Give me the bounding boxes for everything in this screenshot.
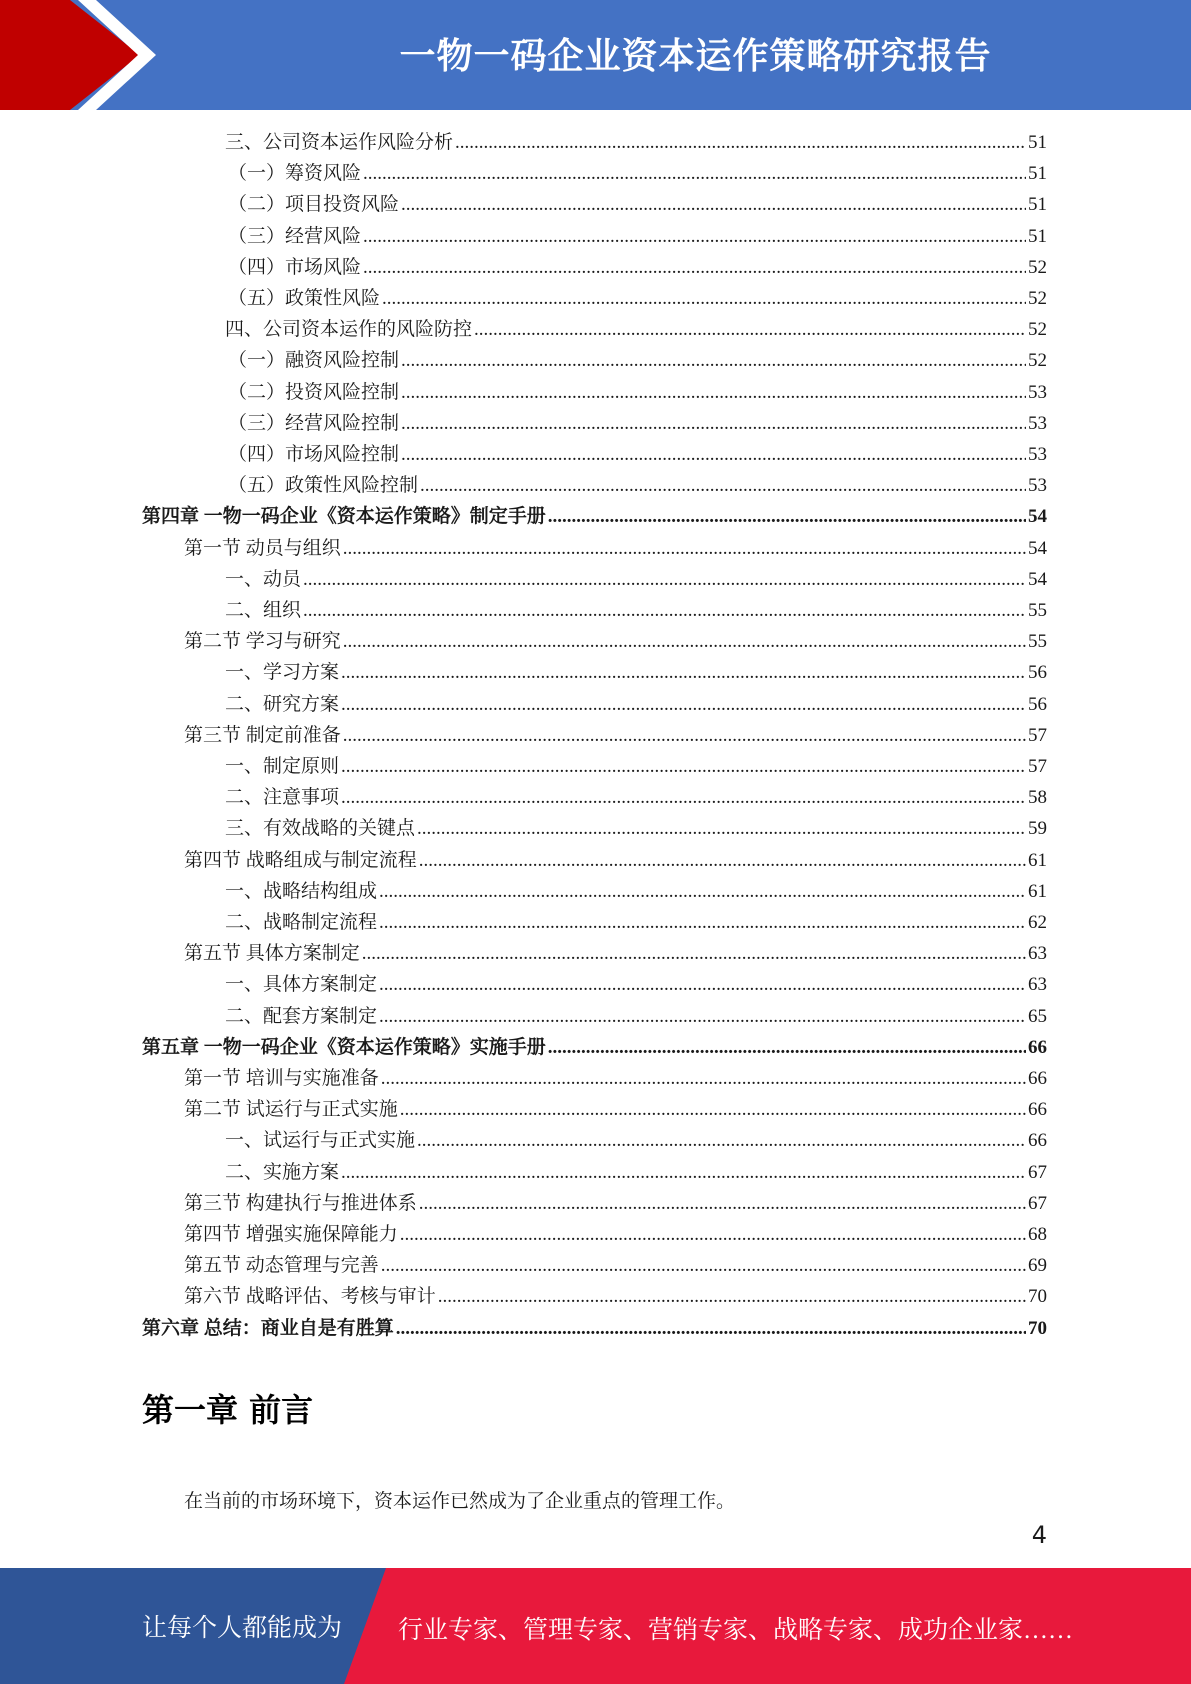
toc-entry[interactable]: [225, 970, 1047, 1000]
toc-page-number: 66: [1028, 1036, 1047, 1058]
toc-entry-title: 二、研究方案: [225, 693, 340, 715]
toc-dot-leader: [417, 1126, 1026, 1156]
toc-entry[interactable]: [225, 1126, 1047, 1156]
toc-page-number: 61: [1028, 880, 1047, 902]
toc-entry-title: 第四章 一物一码企业《资本运作策略》制定手册: [142, 506, 546, 528]
toc-dot-leader: [341, 752, 1026, 782]
toc-page-number: 70: [1028, 1317, 1047, 1339]
toc-entry[interactable]: [228, 440, 1047, 470]
toc-entry-title: 第三节 制定前准备: [184, 724, 341, 746]
toc-entry-title: 二、战略制定流程: [225, 912, 378, 933]
toc-dot-leader: [362, 939, 1026, 969]
header-red-arrow: [0, 0, 140, 110]
toc-entry[interactable]: [184, 534, 1047, 564]
toc-entry-title: 一、战略结构组成: [225, 880, 378, 902]
toc-entry-title: 第二节 学习与研究: [184, 631, 341, 653]
toc-page-number: 51: [1028, 194, 1047, 216]
toc-dot-leader: [401, 409, 1026, 439]
toc-entry-title: 第五节 动态管理与完善: [184, 1255, 379, 1277]
toc-entry[interactable]: [225, 1002, 1047, 1032]
toc-entry-title: 第一节 动员与组织: [184, 537, 341, 559]
toc-dot-leader: [438, 1282, 1026, 1312]
toc-entry[interactable]: [225, 315, 1047, 345]
toc-entry-title: （一）融资风险控制: [228, 350, 400, 372]
toc-entry-title: 二、组织: [225, 600, 302, 621]
toc-page-number: 57: [1028, 756, 1047, 777]
toc-entry-title: （五）政策性风险控制: [228, 475, 419, 497]
toc-entry-title: 一、试运行与正式实施: [225, 1130, 416, 1152]
toc-dot-leader: [400, 1095, 1026, 1125]
toc-entry[interactable]: [225, 783, 1047, 813]
toc-page-number: 54: [1028, 568, 1047, 590]
toc-page-number: 52: [1028, 256, 1047, 278]
toc-entry[interactable]: [228, 159, 1047, 189]
toc-entry-title: （四）市场风险: [228, 256, 362, 278]
chapter-heading: 第一章 前言: [142, 1391, 314, 1429]
toc-entry-title: 第四节 战略组成与制定流程: [184, 849, 417, 871]
toc-entry[interactable]: [184, 721, 1047, 751]
toc-entry-title: （五）政策性风险: [228, 288, 381, 309]
toc-entry[interactable]: [228, 378, 1047, 408]
toc-entry[interactable]: [225, 752, 1047, 782]
toc-entry[interactable]: [184, 1189, 1047, 1219]
toc-entry[interactable]: [225, 1158, 1047, 1188]
toc-entry-title: （三）经营风险控制: [228, 412, 400, 434]
toc-page-number: 56: [1028, 693, 1047, 715]
toc-dot-leader: [363, 253, 1026, 283]
toc-entry-title: （四）市场风险控制: [228, 444, 400, 465]
toc-dot-leader: [343, 721, 1026, 751]
footer-slogan-right: 行业专家、管理专家、营销专家、战略专家、成功企业家……: [398, 1617, 1074, 1644]
toc-page-number: 53: [1028, 444, 1047, 465]
toc-entry-title: 第六节 战略评估、考核与审计: [184, 1286, 436, 1308]
toc-dot-leader: [303, 565, 1026, 595]
toc-page-number: 63: [1028, 943, 1047, 965]
footer-slogan-left: 让每个人都能成为: [142, 1613, 343, 1642]
toc-entry-title: 二、实施方案: [225, 1161, 340, 1183]
toc-dot-leader: [401, 190, 1026, 220]
toc-entry[interactable]: [184, 1251, 1047, 1281]
toc-dot-leader: [343, 627, 1026, 657]
toc-entry[interactable]: [184, 1095, 1047, 1125]
toc-entry-title: （一）筹资风险: [228, 163, 362, 185]
toc-entry-title: 第四节 增强实施保障能力: [184, 1224, 398, 1245]
toc-dot-leader: [419, 1189, 1026, 1219]
toc-page-number: 61: [1028, 849, 1047, 871]
toc-dot-leader: [363, 222, 1026, 252]
toc-page-number: 56: [1028, 662, 1047, 684]
toc-entry[interactable]: [184, 1064, 1047, 1094]
document-title: 一物一码企业资本运作策略研究报告: [399, 36, 992, 77]
page-header: [0, 0, 1191, 110]
toc-entry-title: 二、配套方案制定: [225, 1005, 378, 1027]
toc-page-number: 63: [1028, 974, 1047, 996]
toc-page-number: 52: [1028, 288, 1047, 309]
body-paragraph: 在当前的市场环境下，资本运作已然成为了企业重点的管理工作。: [184, 1491, 736, 1512]
toc-page-number: 55: [1028, 631, 1047, 653]
toc-entry[interactable]: [225, 877, 1047, 907]
toc-dot-leader: [401, 346, 1026, 376]
toc-dot-leader: [303, 596, 1026, 626]
toc-page-number: 62: [1028, 912, 1047, 933]
toc-dot-leader: [401, 378, 1026, 408]
toc-entry[interactable]: [228, 253, 1047, 283]
toc-page-number: 52: [1028, 350, 1047, 372]
toc-dot-leader: [382, 284, 1026, 314]
toc-entry-title: 第五节 具体方案制定: [184, 943, 360, 965]
toc-dot-leader: [379, 970, 1026, 1000]
toc-dot-leader: [455, 128, 1026, 158]
toc-page-number: 53: [1028, 381, 1047, 403]
toc-dot-leader: [379, 1002, 1026, 1032]
toc-entry-title: （二）项目投资风险: [228, 194, 400, 216]
toc-dot-leader: [381, 1064, 1026, 1094]
toc-entry-title: 二、注意事项: [225, 787, 340, 809]
toc-dot-leader: [341, 690, 1026, 720]
toc-dot-leader: [379, 908, 1026, 938]
toc-page-number: 66: [1028, 1130, 1047, 1152]
toc-dot-leader: [548, 502, 1026, 532]
toc-entry[interactable]: [228, 222, 1047, 252]
toc-entry[interactable]: [225, 128, 1047, 158]
toc-dot-leader: [396, 1314, 1026, 1344]
toc-dot-leader: [400, 1220, 1026, 1250]
toc-dot-leader: [419, 846, 1026, 876]
toc-page-number: 51: [1028, 163, 1047, 185]
toc-page-number: 53: [1028, 475, 1047, 497]
toc-entry[interactable]: [142, 1314, 1047, 1344]
toc-entry[interactable]: [184, 939, 1047, 969]
toc-entry-title: 一、具体方案制定: [225, 974, 378, 996]
toc-entry-title: 第五章 一物一码企业《资本运作策略》实施手册: [142, 1036, 546, 1058]
toc-entry[interactable]: [225, 690, 1047, 720]
toc-dot-leader: [363, 159, 1026, 189]
toc-entry[interactable]: [225, 908, 1047, 938]
toc-page-number: 53: [1028, 412, 1047, 434]
toc-entry[interactable]: [225, 658, 1047, 688]
toc-entry-title: 第二节 试运行与正式实施: [184, 1099, 398, 1121]
toc-entry[interactable]: [228, 284, 1047, 314]
toc-entry[interactable]: [184, 627, 1047, 657]
toc-entry[interactable]: [225, 565, 1047, 595]
toc-page-number: 52: [1028, 319, 1047, 341]
toc-entry-title: （三）经营风险: [228, 225, 362, 247]
toc-entry-title: 三、公司资本运作风险分析: [225, 132, 454, 153]
toc-entry[interactable]: [228, 346, 1047, 376]
toc-entry-title: （二）投资风险控制: [228, 381, 400, 403]
toc-page-number: 58: [1028, 787, 1047, 809]
page-number: 4: [1031, 1521, 1047, 1549]
toc-dot-leader: [474, 315, 1026, 345]
toc-page-number: 68: [1028, 1224, 1047, 1245]
toc-entry-title: 三、有效战略的关键点: [225, 818, 416, 840]
toc-entry-title: 一、制定原则: [225, 756, 340, 777]
toc-entry[interactable]: [184, 846, 1047, 876]
toc-dot-leader: [420, 471, 1026, 501]
toc-page-number: 67: [1028, 1161, 1047, 1183]
toc-entry-title: 四、公司资本运作的风险防控: [225, 319, 473, 341]
toc-dot-leader: [343, 534, 1026, 564]
toc-dot-leader: [417, 814, 1026, 844]
toc-page-number: 65: [1028, 1005, 1047, 1027]
toc-page-number: 70: [1028, 1286, 1047, 1308]
toc-dot-leader: [379, 877, 1026, 907]
toc-page-number: 57: [1028, 724, 1047, 746]
toc-entry[interactable]: [225, 814, 1047, 844]
toc-entry-title: 第一节 培训与实施准备: [184, 1068, 379, 1089]
toc-entry-title: 一、动员: [225, 568, 302, 590]
toc-dot-leader: [341, 1158, 1026, 1188]
toc-entry-title: 第三节 构建执行与推进体系: [184, 1192, 417, 1214]
toc-page-number: 69: [1028, 1255, 1047, 1277]
toc-entry[interactable]: [142, 502, 1047, 532]
toc-dot-leader: [381, 1251, 1026, 1281]
toc-entry[interactable]: [228, 409, 1047, 439]
toc-entry-title: 第六章 总结：商业自是有胜算: [142, 1317, 394, 1339]
toc-entry[interactable]: [228, 190, 1047, 220]
toc-page-number: 51: [1028, 132, 1047, 153]
toc-dot-leader: [341, 658, 1026, 688]
toc-dot-leader: [401, 440, 1026, 470]
toc-dot-leader: [548, 1033, 1026, 1063]
page-footer: [0, 1568, 1191, 1684]
toc-dot-leader: [341, 783, 1026, 813]
toc-entry[interactable]: [184, 1282, 1047, 1312]
toc-page-number: 55: [1028, 600, 1047, 621]
toc-page-number: 54: [1028, 506, 1047, 528]
toc-entry-title: 一、学习方案: [225, 662, 340, 684]
toc-entry[interactable]: [142, 1033, 1047, 1063]
toc-page-number: 66: [1028, 1099, 1047, 1121]
toc-entry[interactable]: [228, 471, 1047, 501]
toc-page-number: 54: [1028, 537, 1047, 559]
toc-entry[interactable]: [225, 596, 1047, 626]
toc-page-number: 51: [1028, 225, 1047, 247]
toc-page-number: 66: [1028, 1068, 1047, 1089]
toc-page-number: 67: [1028, 1192, 1047, 1214]
toc-entry[interactable]: [184, 1220, 1047, 1250]
toc-page-number: 59: [1028, 818, 1047, 840]
